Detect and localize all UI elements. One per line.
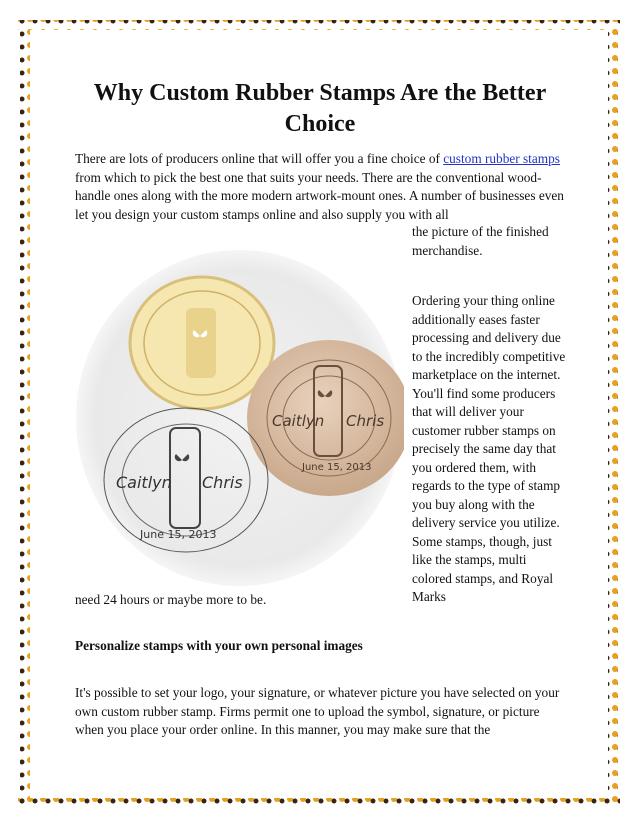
section-heading: Personalize stamps with your own personal images <box>75 638 363 653</box>
wood-stamp-right-name: Chris <box>346 412 385 430</box>
wood-stamp-left-name: Caitlyn <box>272 412 325 430</box>
column-text-2: Ordering your thing online additionally eases faster processing and delivery due to the incredibly competitive marketplace on the internet. You'll find some producers that will deliver your customer rubber stamps on precisely the same day that you ordered them, with regards to the type of stamp you buy along with the delivery service you utilize. Some stamps, though, just like the stamps, multi colored stamps, and Royal Marks <box>412 293 566 604</box>
print-left-name: Caitlyn <box>116 473 172 492</box>
print-date: June 15, 2013 <box>140 528 217 541</box>
intro-text-start: There are lots of producers online that will offer you a fine choice of <box>75 151 444 166</box>
stamp-photo <box>74 248 404 588</box>
section-paragraph: It's possible to set your logo, your signature, or whatever picture you have selected on your own custom rubber stamp. Firms permit one to upload the symbol, signature, or picture when you place your order online. In this manner, you may make sure that the <box>75 685 560 737</box>
print-right-name: Chris <box>202 473 243 492</box>
column-text-1: the picture of the finished merchandise. <box>412 224 549 258</box>
wood-stamp-date: June 15, 2013 <box>302 462 372 473</box>
page-title: Why Custom Rubber Stamps Are the Better Choice <box>93 80 547 137</box>
intro-text-end: from which to pick the best one that suits your needs. There are the conventional wood-handle ones along with the more modern artwork-mount ones. A number of businesses even let you design your custom stamps online and also supply you with all <box>75 169 564 222</box>
intro-paragraph <box>75 150 565 224</box>
custom-rubber-stamps-link[interactable]: custom rubber stamps <box>443 151 560 166</box>
wrap-continuation-text: need 24 hours or maybe more to be. <box>75 592 267 607</box>
